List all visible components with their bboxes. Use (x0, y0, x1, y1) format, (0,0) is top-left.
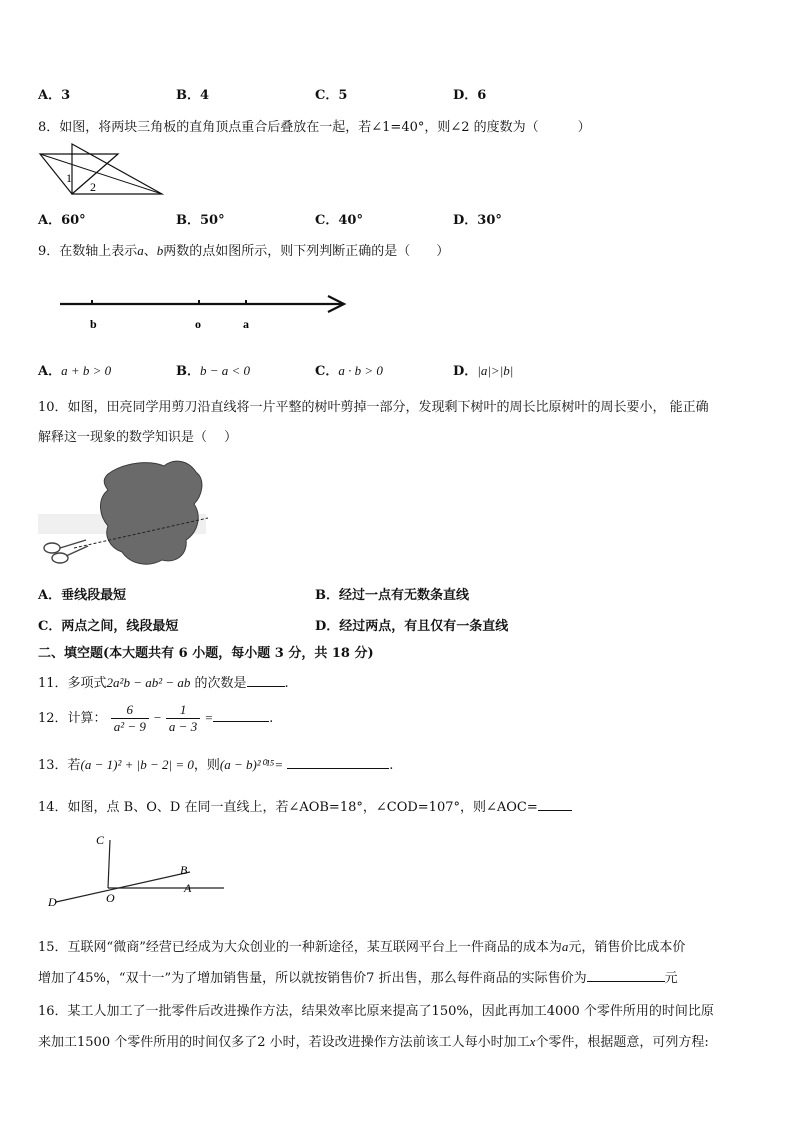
q10-option-b: B．经过一点有无数条直线 (315, 588, 469, 603)
q8-option-a: A．60° (38, 213, 86, 228)
q15-question-line1: 15．互联网“微商”经营已经成为大众创业的一种新途径，某互联网平台上一件商品的成本为a元，销售价比成本价 (38, 939, 686, 955)
q14-label-o: O (106, 891, 115, 905)
q9-option-c: C．a · b > 0 (315, 363, 383, 379)
q10-option-d: D．经过两点，有且仅有一条直线 (315, 619, 509, 634)
q8-triangles-figure (38, 142, 166, 198)
q10-question-line1: 10．如图，田亮同学用剪刀沿直线将一片平整的树叶剪掉一部分，发现剩下树叶的周长比原树叶的周长要小， 能正确 (38, 400, 709, 415)
q8-option-b: B．50° (176, 213, 225, 228)
q9-number-line (60, 290, 350, 330)
q12-fraction-1: $\frac{6}{\text{a² − 9}}$ (111, 702, 149, 735)
q10-option-a: A．垂线段最短 (38, 588, 127, 603)
q13-answer-blank[interactable] (287, 756, 389, 769)
number-line-label-a: a (243, 317, 249, 331)
q16-question-line1: 16．某工人加工了一批零件后改进操作方法，结果效率比原来提高了150%，因此再加工4000 个零件所用的时间比原 (38, 1004, 714, 1019)
q10-question-line2: 解释这一现象的数学知识是（ ） (38, 430, 238, 445)
number-line-label-o: o (195, 317, 201, 331)
q9-option-d: D．|a|>|b| (453, 363, 514, 379)
q14-answer-blank[interactable] (538, 798, 572, 811)
q9-option-b: B．b − a < 0 (176, 363, 251, 379)
q8-question: 8．如图，将两块三角板的直角顶点重合后叠放在一起，若∠1=40°，则∠2 的度数为（ ） (38, 120, 591, 135)
q12-question: 12．计算： $\frac{6}{\text{a² − 9}}$ − $\frac{1}{a - 3}$ = . (38, 702, 274, 734)
q8-angle-1-label: 1 (66, 171, 72, 185)
q10-leaf-scissors-figure (38, 456, 208, 576)
q10-option-c: C．两点之间，线段最短 (38, 619, 179, 634)
q7-option-c: C．5 (315, 88, 348, 103)
q8-option-c: C．40° (315, 213, 363, 228)
q14-question: 14．如图，点 B、O、D 在同一直线上，若∠AOB=18°，∠COD=107°，则∠AOC= (38, 796, 572, 815)
q9-option-a: A．a + b > 0 (38, 363, 112, 379)
q7-option-d: D．6 (453, 88, 487, 103)
q12-answer-blank[interactable] (213, 709, 269, 722)
q15-answer-blank[interactable] (587, 969, 665, 982)
q7-option-b: B．4 (176, 88, 210, 103)
section-heading: 二、填空题(本大题共有 6 小题，每小题 3 分，共 18 分) (38, 646, 374, 661)
q8-option-d: D．30° (453, 213, 502, 228)
q9-question: 9．在数轴上表示a、b两数的点如图所示，则下列判断正确的是（ ） (38, 243, 450, 259)
q7-option-a: A．3 (38, 88, 71, 103)
number-line-label-b: b (90, 317, 97, 331)
q12-fraction-2: $\frac{1}{a - 3}$ (166, 702, 200, 735)
q16-question-line2: 来加工1500 个零件所用的时间仅多了2 小时，若设改进操作方法前该工人每小时加工x个零件，根据题意，可列方程: (38, 1034, 709, 1050)
q14-label-d: D (48, 895, 57, 909)
q14-label-b: B (180, 863, 188, 877)
q14-angles-figure (48, 830, 198, 910)
q14-label-a: A (184, 881, 192, 895)
q8-angle-2-label: 2 (90, 180, 96, 194)
q11-answer-blank[interactable] (247, 674, 285, 687)
q15-question-line2: 增加了45%，“双十一”为了增加销售量，所以就按销售价7 折出售，那么每件商品的实际售价为 元 (38, 971, 678, 986)
q11-question: 11．多项式2a²b − ab² − ab 的次数是 . (38, 675, 289, 691)
q14-label-c: C (96, 833, 105, 847)
q13-question: 13．若(a − 1)² + |b − 2| = 0，则(a − b)²⁰¹⁵= . (38, 757, 394, 773)
